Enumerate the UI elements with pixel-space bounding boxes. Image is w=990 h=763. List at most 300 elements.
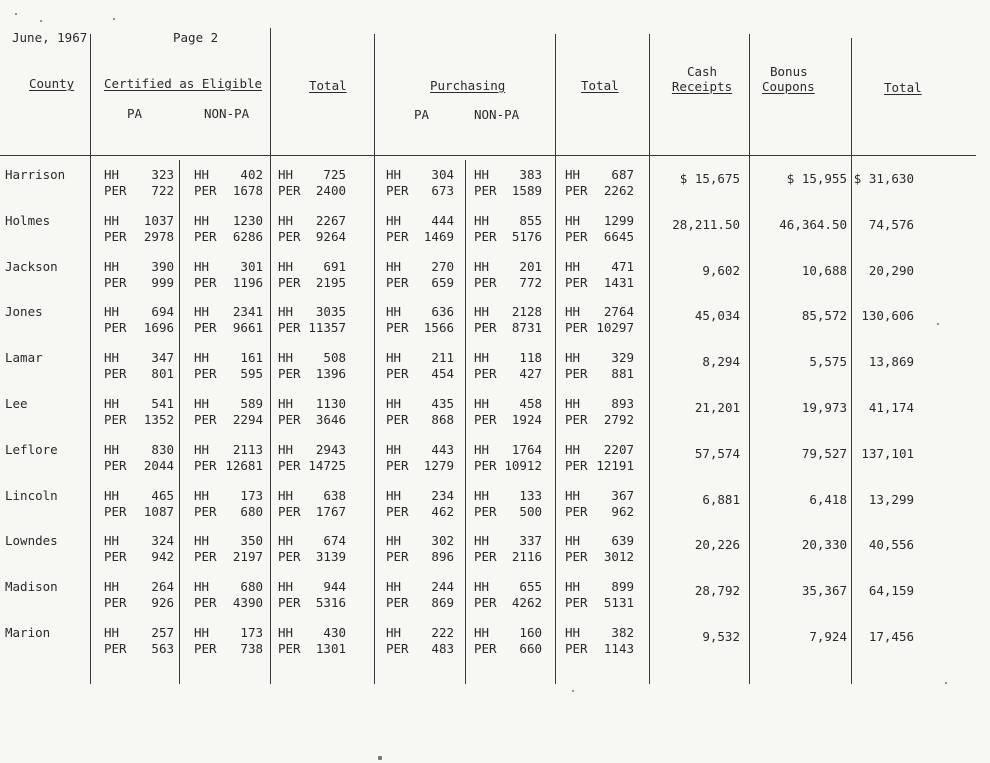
hh-value: 674 xyxy=(323,533,346,548)
hh-label: HH xyxy=(278,167,294,182)
column-divider xyxy=(179,160,180,684)
per-value: 2400 xyxy=(315,183,346,198)
per-value: 1396 xyxy=(315,366,346,381)
per-label: PER xyxy=(474,275,497,290)
column-divider xyxy=(749,34,750,684)
hh-value: 324 xyxy=(151,533,174,548)
per-label: PER xyxy=(104,549,127,564)
per-label: PER xyxy=(386,229,409,244)
per-label: PER xyxy=(474,229,497,244)
cash-receipts-header-line2: Receipts xyxy=(671,79,733,94)
hh-value: 458 xyxy=(519,396,542,411)
hh-label: HH xyxy=(386,488,402,503)
hh-value: 270 xyxy=(431,259,454,274)
county-name: Jackson xyxy=(5,259,58,274)
hh-value: 636 xyxy=(431,304,454,319)
per-label: PER xyxy=(386,458,409,473)
cash-receipts-value: 8,294 xyxy=(702,354,740,369)
hh-label: HH xyxy=(386,350,402,365)
per-label: PER xyxy=(278,504,301,519)
hh-label: HH xyxy=(386,259,402,274)
per-value: 6286 xyxy=(232,229,263,244)
hh-value: 694 xyxy=(151,304,174,319)
cash-receipts-value: 28,211.50 xyxy=(672,217,740,232)
bonus-coupons-value: 5,575 xyxy=(809,354,847,369)
bonus-coupons-value: 7,924 xyxy=(809,629,847,644)
hh-label: HH xyxy=(386,304,402,319)
grand-total-header: Total xyxy=(884,80,922,95)
hh-label: HH xyxy=(104,304,120,319)
per-label: PER xyxy=(565,504,588,519)
cash-receipts-value: $ 15,675 xyxy=(679,171,740,186)
document-date: June, 1967 xyxy=(12,30,88,45)
per-value: 10912 xyxy=(504,458,542,473)
hh-label: HH xyxy=(104,442,120,457)
per-value: 4390 xyxy=(232,595,263,610)
hh-value: 1299 xyxy=(603,213,634,228)
hh-value: 367 xyxy=(611,488,634,503)
per-value: 1696 xyxy=(143,320,174,335)
per-label: PER xyxy=(278,595,301,610)
bonus-coupons-value: 6,418 xyxy=(809,492,847,507)
per-value: 1924 xyxy=(511,412,542,427)
hh-value: 655 xyxy=(519,579,542,594)
hh-value: 639 xyxy=(611,533,634,548)
hh-label: HH xyxy=(474,350,490,365)
cash-receipts-value: 20,226 xyxy=(694,537,740,552)
hh-value: 304 xyxy=(431,167,454,182)
county-name: Jones xyxy=(5,304,43,319)
bonus-coupons-value: 35,367 xyxy=(801,583,847,598)
per-value: 1143 xyxy=(603,641,634,656)
county-name: Madison xyxy=(5,579,58,594)
certified-header: Certified as Eligible xyxy=(104,76,263,91)
hh-label: HH xyxy=(278,442,294,457)
per-label: PER xyxy=(104,412,127,427)
column-divider xyxy=(270,28,271,684)
per-label: PER xyxy=(278,183,301,198)
scan-speck xyxy=(945,682,947,684)
per-value: 942 xyxy=(151,549,174,564)
grand-total-value: $ 31,630 xyxy=(853,171,914,186)
per-label: PER xyxy=(104,183,127,198)
per-value: 1352 xyxy=(143,412,174,427)
hh-value: 3035 xyxy=(315,304,346,319)
hh-label: HH xyxy=(474,167,490,182)
hh-label: HH xyxy=(386,533,402,548)
per-label: PER xyxy=(474,366,497,381)
per-value: 2044 xyxy=(143,458,174,473)
per-value: 5176 xyxy=(511,229,542,244)
per-value: 2116 xyxy=(511,549,542,564)
hh-value: 201 xyxy=(519,259,542,274)
per-value: 5131 xyxy=(603,595,634,610)
per-value: 3139 xyxy=(315,549,346,564)
cash-receipts-value: 28,792 xyxy=(694,583,740,598)
per-label: PER xyxy=(194,641,217,656)
per-label: PER xyxy=(104,366,127,381)
hh-label: HH xyxy=(278,579,294,594)
per-label: PER xyxy=(565,412,588,427)
header-rule xyxy=(0,155,976,156)
per-label: PER xyxy=(278,549,301,564)
certified-nonpa-header: NON-PA xyxy=(204,106,250,121)
per-label: PER xyxy=(565,641,588,656)
bonus-coupons-value: 46,364.50 xyxy=(779,217,847,232)
per-label: PER xyxy=(565,595,588,610)
hh-value: 725 xyxy=(323,167,346,182)
hh-value: 444 xyxy=(431,213,454,228)
cash-receipts-value: 21,201 xyxy=(694,400,740,415)
per-label: PER xyxy=(104,458,127,473)
county-name: Lowndes xyxy=(5,533,58,548)
per-value: 1469 xyxy=(423,229,454,244)
hh-label: HH xyxy=(565,625,581,640)
per-label: PER xyxy=(194,366,217,381)
purchasing-nonpa-header: NON-PA xyxy=(474,107,520,122)
hh-value: 443 xyxy=(431,442,454,457)
hh-value: 329 xyxy=(611,350,634,365)
grand-total-value: 40,556 xyxy=(868,537,914,552)
hh-label: HH xyxy=(386,625,402,640)
hh-value: 173 xyxy=(240,488,263,503)
grand-total-value: 74,576 xyxy=(868,217,914,232)
per-label: PER xyxy=(386,595,409,610)
hh-label: HH xyxy=(386,396,402,411)
per-label: PER xyxy=(104,595,127,610)
per-value: 1767 xyxy=(315,504,346,519)
hh-value: 944 xyxy=(323,579,346,594)
hh-value: 160 xyxy=(519,625,542,640)
scan-speck xyxy=(40,20,42,22)
per-label: PER xyxy=(474,183,497,198)
hh-value: 855 xyxy=(519,213,542,228)
hh-label: HH xyxy=(386,442,402,457)
hh-label: HH xyxy=(278,488,294,503)
hh-label: HH xyxy=(278,350,294,365)
per-label: PER xyxy=(565,275,588,290)
cash-receipts-value: 6,881 xyxy=(702,492,740,507)
per-label: PER xyxy=(194,320,217,335)
hh-value: 234 xyxy=(431,488,454,503)
grand-total-value: 20,290 xyxy=(868,263,914,278)
per-value: 1196 xyxy=(232,275,263,290)
hh-value: 541 xyxy=(151,396,174,411)
per-value: 2262 xyxy=(603,183,634,198)
hh-label: HH xyxy=(386,579,402,594)
per-value: 673 xyxy=(431,183,454,198)
per-label: PER xyxy=(474,412,497,427)
per-value: 1301 xyxy=(315,641,346,656)
column-divider xyxy=(649,34,650,684)
per-value: 660 xyxy=(519,641,542,656)
per-label: PER xyxy=(104,320,127,335)
hh-value: 471 xyxy=(611,259,634,274)
per-label: PER xyxy=(278,229,301,244)
hh-value: 589 xyxy=(240,396,263,411)
per-value: 1566 xyxy=(423,320,454,335)
per-value: 868 xyxy=(431,412,454,427)
county-name: Holmes xyxy=(5,213,51,228)
grand-total-value: 130,606 xyxy=(861,308,914,323)
purchasing-total-header: Total xyxy=(581,78,619,93)
hh-label: HH xyxy=(194,213,210,228)
hh-value: 264 xyxy=(151,579,174,594)
per-label: PER xyxy=(474,595,497,610)
bonus-coupons-value: 19,973 xyxy=(801,400,847,415)
hh-value: 383 xyxy=(519,167,542,182)
cash-receipts-header-line1: Cash xyxy=(686,64,718,79)
per-label: PER xyxy=(565,229,588,244)
per-value: 2294 xyxy=(232,412,263,427)
per-label: PER xyxy=(565,458,588,473)
per-value: 738 xyxy=(240,641,263,656)
per-label: PER xyxy=(194,412,217,427)
hh-value: 390 xyxy=(151,259,174,274)
hh-label: HH xyxy=(194,625,210,640)
per-value: 4262 xyxy=(511,595,542,610)
county-name: Leflore xyxy=(5,442,58,457)
per-label: PER xyxy=(565,320,588,335)
per-value: 1087 xyxy=(143,504,174,519)
hh-value: 133 xyxy=(519,488,542,503)
hh-label: HH xyxy=(104,350,120,365)
per-label: PER xyxy=(278,641,301,656)
per-label: PER xyxy=(194,504,217,519)
hh-label: HH xyxy=(278,304,294,319)
per-label: PER xyxy=(386,641,409,656)
per-value: 427 xyxy=(519,366,542,381)
hh-value: 2341 xyxy=(232,304,263,319)
hh-label: HH xyxy=(194,442,210,457)
grand-total-value: 13,299 xyxy=(868,492,914,507)
per-value: 14725 xyxy=(308,458,346,473)
hh-label: HH xyxy=(386,167,402,182)
per-value: 12191 xyxy=(596,458,634,473)
per-value: 722 xyxy=(151,183,174,198)
per-value: 500 xyxy=(519,504,542,519)
hh-value: 350 xyxy=(240,533,263,548)
hh-label: HH xyxy=(278,213,294,228)
per-value: 1589 xyxy=(511,183,542,198)
per-label: PER xyxy=(194,458,217,473)
hh-value: 680 xyxy=(240,579,263,594)
bonus-coupons-value: 85,572 xyxy=(801,308,847,323)
bonus-coupons-header-line1: Bonus xyxy=(770,64,808,79)
hh-label: HH xyxy=(474,442,490,457)
per-value: 680 xyxy=(240,504,263,519)
grand-total-value: 13,869 xyxy=(868,354,914,369)
hh-label: HH xyxy=(565,396,581,411)
bonus-coupons-value: 10,688 xyxy=(801,263,847,278)
grand-total-value: 64,159 xyxy=(868,583,914,598)
per-label: PER xyxy=(386,504,409,519)
hh-value: 1230 xyxy=(232,213,263,228)
bonus-coupons-value: 20,330 xyxy=(801,537,847,552)
per-label: PER xyxy=(474,641,497,656)
per-value: 8731 xyxy=(511,320,542,335)
hh-value: 301 xyxy=(240,259,263,274)
county-header: County xyxy=(29,76,75,91)
hh-value: 2207 xyxy=(603,442,634,457)
hh-value: 687 xyxy=(611,167,634,182)
per-label: PER xyxy=(386,275,409,290)
hh-label: HH xyxy=(474,396,490,411)
per-value: 462 xyxy=(431,504,454,519)
per-value: 563 xyxy=(151,641,174,656)
hh-value: 347 xyxy=(151,350,174,365)
hh-label: HH xyxy=(278,259,294,274)
scan-speck xyxy=(937,323,939,325)
hh-label: HH xyxy=(278,533,294,548)
scan-speck xyxy=(113,18,115,20)
hh-label: HH xyxy=(194,533,210,548)
hh-value: 508 xyxy=(323,350,346,365)
per-value: 772 xyxy=(519,275,542,290)
per-value: 2197 xyxy=(232,549,263,564)
per-label: PER xyxy=(474,458,497,473)
per-value: 3012 xyxy=(603,549,634,564)
per-value: 659 xyxy=(431,275,454,290)
per-label: PER xyxy=(278,458,301,473)
hh-label: HH xyxy=(104,488,120,503)
per-label: PER xyxy=(386,549,409,564)
hh-label: HH xyxy=(104,533,120,548)
bonus-coupons-value: 79,527 xyxy=(801,446,847,461)
hh-value: 2943 xyxy=(315,442,346,457)
hh-value: 211 xyxy=(431,350,454,365)
hh-label: HH xyxy=(474,533,490,548)
per-label: PER xyxy=(386,320,409,335)
hh-label: HH xyxy=(474,213,490,228)
hh-label: HH xyxy=(194,350,210,365)
hh-label: HH xyxy=(104,579,120,594)
county-name: Harrison xyxy=(5,167,66,182)
per-label: PER xyxy=(194,595,217,610)
per-label: PER xyxy=(104,229,127,244)
hh-value: 244 xyxy=(431,579,454,594)
hh-label: HH xyxy=(565,167,581,182)
hh-value: 402 xyxy=(240,167,263,182)
hh-label: HH xyxy=(194,259,210,274)
per-value: 1678 xyxy=(232,183,263,198)
per-value: 1431 xyxy=(603,275,634,290)
hh-value: 638 xyxy=(323,488,346,503)
hh-value: 430 xyxy=(323,625,346,640)
hh-label: HH xyxy=(474,579,490,594)
hh-value: 161 xyxy=(240,350,263,365)
page-number: Page 2 xyxy=(173,30,219,45)
certified-pa-header: PA xyxy=(127,106,143,121)
per-label: PER xyxy=(565,366,588,381)
scan-speck xyxy=(15,13,17,15)
per-value: 11357 xyxy=(308,320,346,335)
per-label: PER xyxy=(474,549,497,564)
grand-total-value: 41,174 xyxy=(868,400,914,415)
hh-value: 382 xyxy=(611,625,634,640)
hh-label: HH xyxy=(565,259,581,274)
hh-value: 2267 xyxy=(315,213,346,228)
hh-label: HH xyxy=(104,625,120,640)
hh-value: 893 xyxy=(611,396,634,411)
per-label: PER xyxy=(194,275,217,290)
per-value: 2195 xyxy=(315,275,346,290)
per-value: 12681 xyxy=(225,458,263,473)
county-name: Lamar xyxy=(5,350,43,365)
hh-label: HH xyxy=(474,625,490,640)
per-value: 9264 xyxy=(315,229,346,244)
hh-label: HH xyxy=(104,259,120,274)
hh-label: HH xyxy=(194,304,210,319)
hh-label: HH xyxy=(565,213,581,228)
per-value: 881 xyxy=(611,366,634,381)
per-value: 595 xyxy=(240,366,263,381)
per-label: PER xyxy=(278,366,301,381)
hh-label: HH xyxy=(278,396,294,411)
cash-receipts-value: 57,574 xyxy=(694,446,740,461)
hh-label: HH xyxy=(565,579,581,594)
hh-label: HH xyxy=(104,213,120,228)
per-label: PER xyxy=(194,183,217,198)
hh-label: HH xyxy=(194,579,210,594)
column-divider xyxy=(90,34,91,684)
per-label: PER xyxy=(278,275,301,290)
hh-value: 435 xyxy=(431,396,454,411)
hh-label: HH xyxy=(565,442,581,457)
hh-label: HH xyxy=(565,488,581,503)
per-label: PER xyxy=(278,320,301,335)
hh-value: 173 xyxy=(240,625,263,640)
hh-value: 465 xyxy=(151,488,174,503)
hh-label: HH xyxy=(565,533,581,548)
hh-label: HH xyxy=(194,396,210,411)
per-value: 6645 xyxy=(603,229,634,244)
cash-receipts-value: 9,602 xyxy=(702,263,740,278)
county-name: Marion xyxy=(5,625,51,640)
hh-value: 257 xyxy=(151,625,174,640)
per-label: PER xyxy=(565,549,588,564)
per-value: 483 xyxy=(431,641,454,656)
column-divider xyxy=(555,34,556,684)
purchasing-header: Purchasing xyxy=(430,78,506,93)
purchasing-pa-header: PA xyxy=(414,107,430,122)
per-label: PER xyxy=(104,641,127,656)
bonus-coupons-header-line2: Coupons xyxy=(762,79,815,94)
hh-value: 830 xyxy=(151,442,174,457)
per-value: 962 xyxy=(611,504,634,519)
per-label: PER xyxy=(386,366,409,381)
per-value: 2792 xyxy=(603,412,634,427)
hh-value: 2128 xyxy=(511,304,542,319)
hh-label: HH xyxy=(194,167,210,182)
per-value: 1279 xyxy=(423,458,454,473)
per-label: PER xyxy=(104,504,127,519)
per-label: PER xyxy=(194,229,217,244)
hh-value: 337 xyxy=(519,533,542,548)
per-label: PER xyxy=(386,412,409,427)
hh-label: HH xyxy=(194,488,210,503)
hh-value: 691 xyxy=(323,259,346,274)
scan-speck xyxy=(572,690,574,692)
column-divider xyxy=(374,34,375,684)
per-value: 896 xyxy=(431,549,454,564)
grand-total-value: 17,456 xyxy=(868,629,914,644)
per-value: 10297 xyxy=(596,320,634,335)
hh-label: HH xyxy=(386,213,402,228)
per-label: PER xyxy=(474,504,497,519)
per-value: 2978 xyxy=(143,229,174,244)
hh-label: HH xyxy=(104,167,120,182)
